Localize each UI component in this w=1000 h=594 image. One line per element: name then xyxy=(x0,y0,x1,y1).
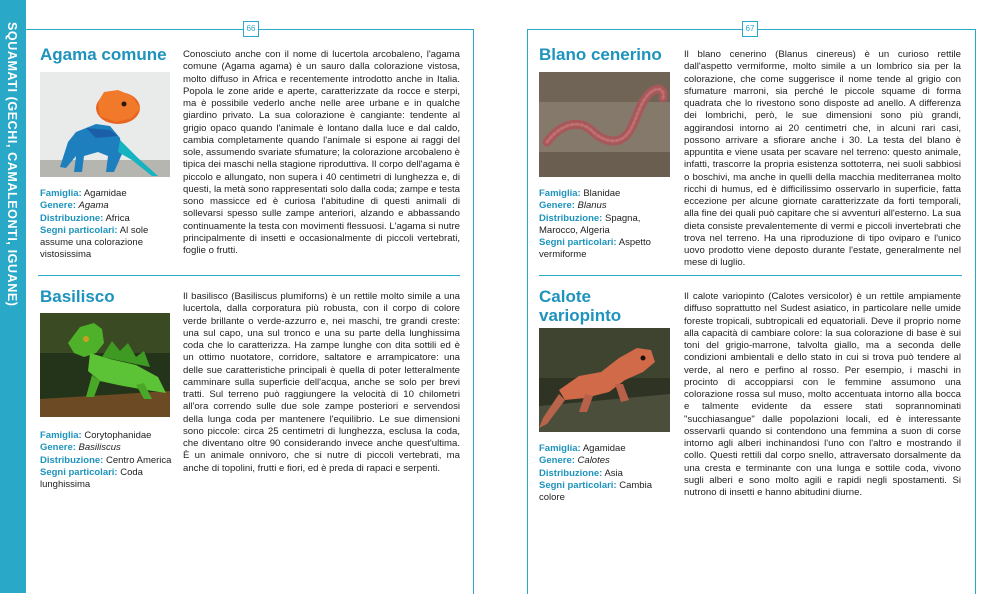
entry-title: Blano cenerino xyxy=(539,45,662,64)
calote-facts xyxy=(539,443,677,504)
entry-title: Calote variopinto xyxy=(539,287,622,325)
distribuzione-label: Distribuzione: xyxy=(539,467,603,479)
genere-label: Genere: xyxy=(539,200,575,212)
basilisco-description: Il basilisco (Basiliscus plumiforns) è un rettile molto simile a una lucertola, dalla corporatura più robusta, con il corpo di colore verde brillante o verde-azzurro e, nei maschi, tre grandi creste: una sul capo, una sul tronco e una su parte della lunghissima coda che lo caratterizza. Ha zampe lunghe con dita sottili ed è un ottimo nuotatore, corridore, saltatore e arrampicatore: una delle sue caratteristiche principali è quella di poter letteralmente camminare sulla superficie dell'acqua, anche se solo per brevi tratti. Sul terreno può raggiungere la velocità di 10 chilometri all'ora correndo sulle due sole zampe posteriori e servendosi della lunga coda per mantenere l'equilibrio. Le sue dimensioni sono piccole: circa 25 centimetri di lunghezza, esclusa la coda, che diventano oltre 90 considerando invece anche quest'ultima. È un animale onnivoro, che si nutre di piccoli vertebrati, ma anche di topolini, frutti e fiori, ed è preda di rapaci e serpenti. xyxy=(183,291,460,474)
segni-value: Al sole assume una colorazione vistosissima xyxy=(40,224,149,261)
famiglia-value: Corytophanidae xyxy=(84,430,152,441)
genere-label: Genere: xyxy=(539,455,575,467)
right-page-number: 67 xyxy=(742,21,758,37)
distribuzione-value: Asia xyxy=(604,467,623,479)
famiglia-value: Agamidae xyxy=(83,188,127,199)
famiglia-label: Famiglia: xyxy=(539,188,581,199)
distribuzione-value: Spagna, Marocco, Algeria xyxy=(539,212,641,236)
section-sidebar xyxy=(0,0,26,593)
distribuzione-label: Distribuzione: xyxy=(40,212,104,224)
genere-value: Blanus xyxy=(577,200,607,212)
distribuzione-value: Centro America xyxy=(105,454,172,466)
famiglia-value: Agamidae xyxy=(582,443,626,454)
famiglia-label: Famiglia: xyxy=(40,188,82,199)
agama-description: Conosciuto anche con il nome di lucertola arcobaleno, l'agama comune (Agama agama) è un sauro dalla colorazione vistosa, molto diffuso in Africa e recentemente introdotto anche in Italia. Popola le zone aride e aperte, caratterizzate da rocce e sterpi, ma è possibile vederlo anche nelle aree urbane e in qualche giardino privato. La sua colorazione è cangiante: tendente al grigio opaco quando l'animale è lontano dalla luce e dal caldo, cambia completamente quando l'animale si espone ai raggi del sole, assumendo svariate sfumature; la colorazione arcobaleno è tipica dei maschi nella stagione riproduttiva. Il corpo dell'agama è piccolo e allungato, non supera i 40 centimetri di lunghezza e, di questi, la metà sono rappresentati solo dalla coda; zampe e testa sono massicce ed è curiosa l'abitudine di questi animali di sollevarsi spesso sulle zampe anteriori, alzando e abbassando continuamente la testa con movimenti flessuosi. L'agama si nutre principalmente di insetti e occasionalmente di piccoli vertebrati, foglie o frutti. xyxy=(183,49,460,256)
distribuzione-label: Distribuzione: xyxy=(539,212,603,224)
agama-photo xyxy=(40,72,170,177)
agama-facts xyxy=(40,188,178,262)
basilisco-photo xyxy=(40,313,170,417)
calote-description: Il calote variopinto (Calotes versicolor) è un rettile ampiamente diffuso soprattutto nel Sudest asiatico, in particolare nelle umide foreste tropicali, subtropicali ed equatoriali. Deve il proprio nome alla capacità di cambiare colore: la sua colorazione di base è sui toni del grigio-marrone, talvolta giallo, ma a seconda delle condizioni ambientali e dello stato in cui si trova può tendere al verde, al nero e perfino al rosso. Per esempio, i maschi in procinto di accoppiarsi con le femmine assumono una colorazione rossa sul muso, molto accentuata intorno alla bocca e talmente evidente da essere stati soprannominati "succhiasangue" dalle popolazioni locali, ed è interessante osservarli quando si contendono una femmina a suon di corse intorno agli alberi inchinandosi l'uno con l'altro e mostrando il collo. Questi rettili dal corpo snello, attraversato dorsalmente da una cresta e terminante con una lunga e sottile coda, vivono sugli alberi e sono molto agili e rapidi negli spostamenti. Si nutrono di insetti e hanno abitudini diurne. xyxy=(684,291,961,498)
blano-description: Il blano cenerino (Blanus cinereus) è un curioso rettile dall'aspetto vermiforme, molto simile a un lombrico sia per la colorazione, che come suggerisce il nome tende al grigio con sfumature marroni, sia perché le piccole squame di forma quadrata che lo rivestono sono disposte ad anello. A differenza dei lombrichi, però, le sue dimensioni sono più grandi, aggirandosi intorno ai 20 centimetri che, in alcuni rari casi, possono arrivare a sfiorare anche i 30. La testa del blano è appuntita e viene usata per scavare nel terreno: questo animale, infatti, trascorre la propria esistenza sottoterra, nei suoli sabbiosi o boschivi, ma anche in quelli della macchia mediterranea molto ricchi di humus, ed è difficilissimo osservarlo in superficie, fatta eccezione per alcune giornate caratterizzate da forti temporali, alla fine dei quali può capitare che si avventuri all'esterno. La sua dieta consiste prevalentemente di vermi e piccoli invertebrati che trova nel terreno. Ha una riproduzione di tipo oviparo e l'unico uovo prodotto viene deposto durante l'estate, generalmente nel mese di luglio. xyxy=(684,49,961,269)
segni-label: Segni particolari: xyxy=(539,479,617,491)
famiglia-value: Blanidae xyxy=(583,188,621,199)
segni-label: Segni particolari: xyxy=(40,224,118,236)
calote-photo xyxy=(539,328,670,432)
genere-label: Genere: xyxy=(40,442,76,454)
genere-label: Genere: xyxy=(40,200,76,212)
genere-value: Calotes xyxy=(577,455,610,467)
entry-title: Basilisco xyxy=(40,287,115,306)
famiglia-label: Famiglia: xyxy=(40,430,82,441)
section-label: SQUAMATI (GECHI, CAMALEONTI, IGUANE) xyxy=(5,22,19,307)
entry-title: Agama comune xyxy=(40,45,167,64)
genere-value: Basiliscus xyxy=(78,442,121,454)
segni-label: Segni particolari: xyxy=(539,237,617,249)
segni-value: Cambia colore xyxy=(539,479,652,504)
right-divider xyxy=(539,275,962,276)
distribuzione-value: Africa xyxy=(105,212,130,224)
segni-label: Segni particolari: xyxy=(40,466,118,478)
distribuzione-label: Distribuzione: xyxy=(40,454,104,466)
genere-value: Agama xyxy=(78,200,109,212)
blano-facts xyxy=(539,188,677,262)
basilisco-facts xyxy=(40,430,178,491)
segni-value: Aspetto vermiforme xyxy=(539,237,651,261)
segni-value: Coda lunghissima xyxy=(40,466,143,491)
blano-photo xyxy=(539,72,670,177)
famiglia-label: Famiglia: xyxy=(539,443,581,454)
left-divider xyxy=(38,275,460,276)
left-page-number: 66 xyxy=(243,21,259,37)
